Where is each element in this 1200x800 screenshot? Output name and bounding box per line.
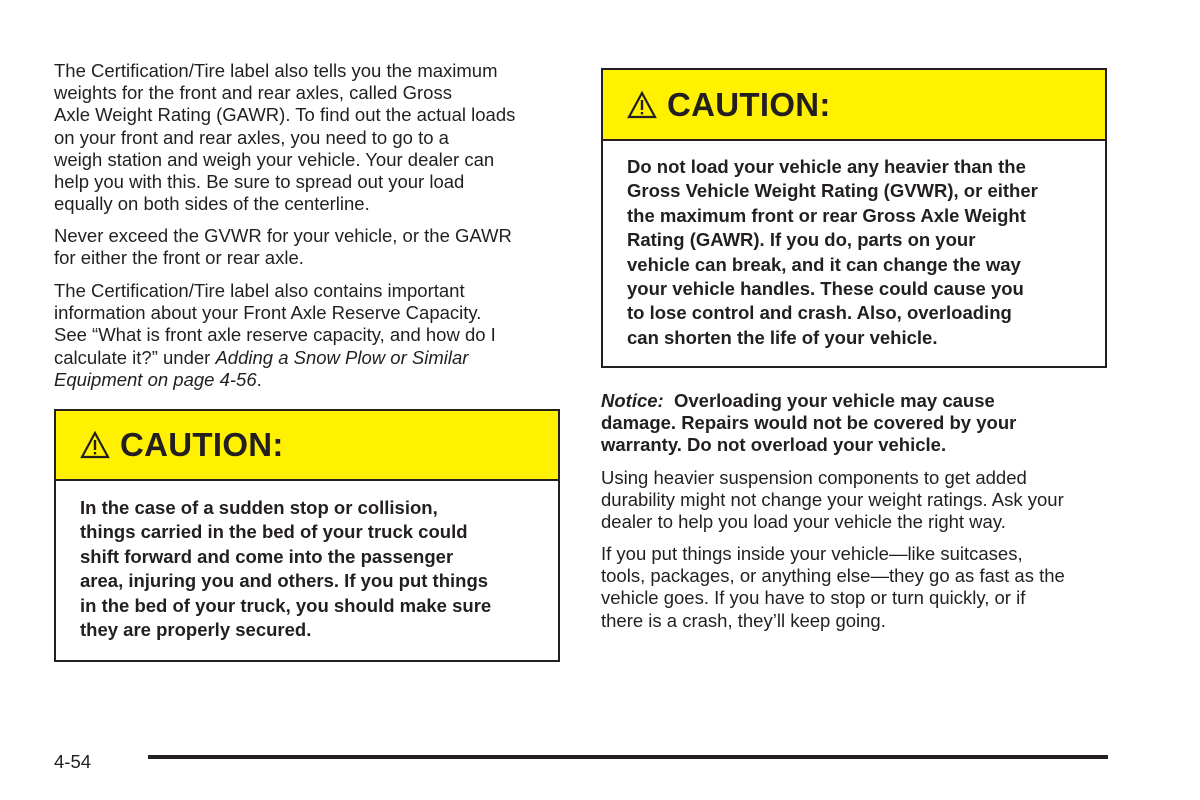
caution-title: CAUTION: xyxy=(667,85,831,123)
caution-box-overloading xyxy=(601,68,1107,368)
caution-text: In the case of a sudden stop or collision, things carried in the bed of your truck could shift forward and come into the passenger area, injuring you and others. If you put things in the bed of your truck, you should make sure they are properly secured. xyxy=(80,497,492,641)
warning-triangle-icon xyxy=(627,91,657,119)
suspension-paragraph: Using heavier suspension components to get added durability might not change your weight ratings. Ask your dealer to help you load your vehicle the right way. xyxy=(601,467,1064,533)
caution-title: CAUTION: xyxy=(120,426,284,463)
cargo-paragraph: If you put things inside your vehicle—like suitcases, tools, packages, or anything else—they go as fast as the vehicle goes. If you have to stop or turn quickly, or if there is a crash, they’ll keep going. xyxy=(601,543,1065,631)
notice-paragraph: Notice: Overloading your vehicle may cause damage. Repairs would not be covered by your warranty. Do not overload your vehicle. xyxy=(601,390,1017,456)
notice-label: Notice: xyxy=(601,390,664,411)
page-number: 4-54 xyxy=(54,751,92,772)
cross-reference-link-cont[interactable]: Equipment on page 4-56 xyxy=(54,368,257,390)
caution-box-truck-bed xyxy=(54,409,560,662)
axle-reserve-paragraph: The Certification/Tire label also contains important information about your Front Axle Reserve Capacity. See “What is front axle reserve capacity, and how do I calculate it?” under Adding a Snow Plow or Similar Equipment on page 4-56. xyxy=(54,280,496,390)
warning-triangle-icon xyxy=(80,431,110,459)
gawr-paragraph: The Certification/Tire label also tells you the maximum weights for the front and rear axles, called Gross Axle Weight Rating (GAWR). To find out the actual loads on your front and rear axles, you need to go to a weigh station and weigh your vehicle. Your dealer can help you with this. Be sure to spread out your load equally on both sides of the centerline. xyxy=(54,60,516,215)
caution-header xyxy=(603,70,1105,141)
footer-rule xyxy=(148,755,1108,759)
cross-reference-link[interactable]: Adding a Snow Plow or Similar xyxy=(215,346,469,368)
gvwr-warning-paragraph: Never exceed the GVWR for your vehicle, or the GAWR for either the front or rear axle. xyxy=(54,225,512,269)
caution-text: Do not load your vehicle any heavier than the Gross Vehicle Weight Rating (GVWR), or either the maximum front or rear Gross Axle Weight Rating (GAWR). If you do, parts on your vehicle can break, and it can change the way your vehicle handles. These could cause you to lose control and crash. Also, overloading can shorten the life of your vehicle. xyxy=(627,156,1038,348)
